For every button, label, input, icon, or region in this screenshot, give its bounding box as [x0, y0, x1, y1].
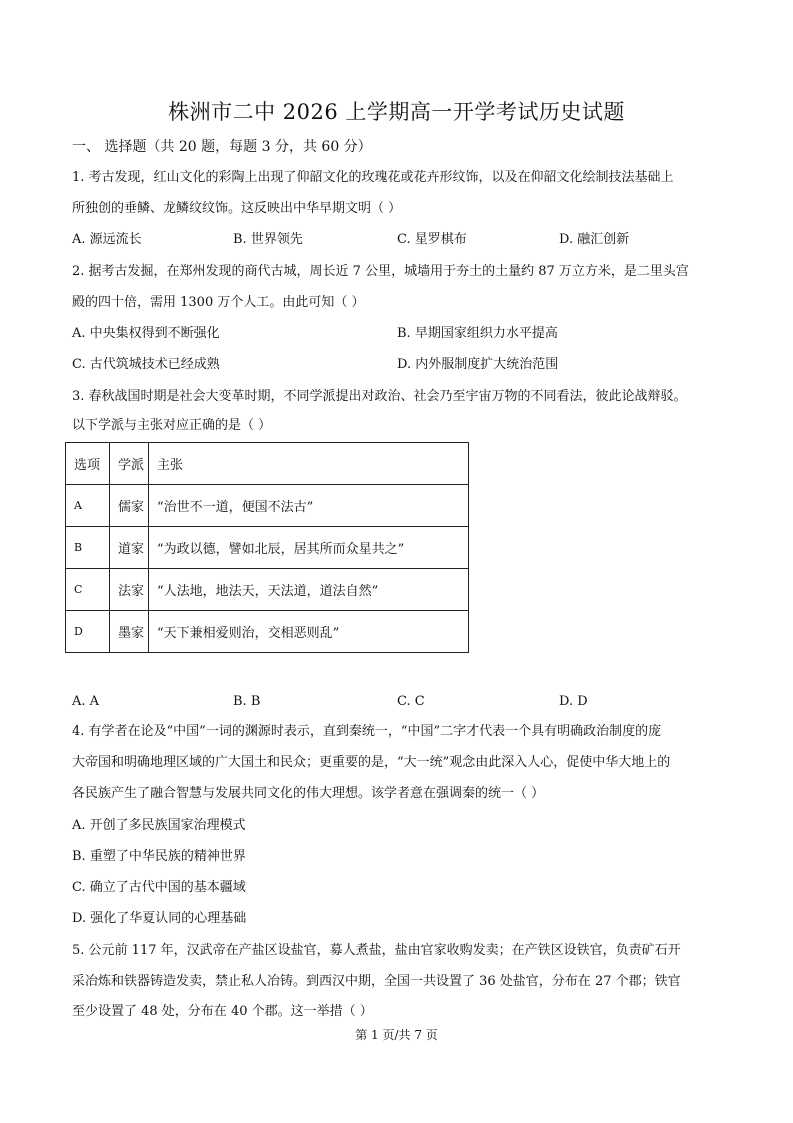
question-2-line-1: 2. 据考古发掘，在郑州发现的商代古城，周长近 7 公里，城墙用于夯土的土量约 87 万立方米，是二里头宫: [72, 264, 689, 279]
question-4-option-a: A. 开创了多民族国家治理模式: [72, 818, 246, 833]
table-cell-option: A: [66, 485, 110, 527]
table-cell-claim: “天下兼相爱则治，交相恶则乱”: [149, 611, 469, 653]
table-cell-school: 法家: [110, 569, 149, 611]
table-cell-school: 儒家: [110, 485, 149, 527]
question-5-line-1: 5. 公元前 117 年，汉武帝在产盐区设盐官，募人煮盐，盐由官家收购发卖；在产铁区设铁官，负责矿石开: [72, 943, 681, 958]
table-row: [66, 527, 469, 569]
question-1-line-1: 1. 考古发现，红山文化的彩陶上出现了仰韶文化的玫瑰花或花卉形纹饰，以及在仰韶文化绘制技法基础上: [72, 170, 674, 185]
question-3-line-2: 以下学派与主张对应正确的是（ ）: [72, 418, 272, 433]
question-1-option-a: A. 源远流长: [72, 232, 142, 247]
question-3-table: [65, 442, 469, 653]
table-cell-school: 墨家: [110, 611, 149, 653]
question-2-option-d: D. 内外服制度扩大统治范围: [397, 357, 559, 372]
question-4-line-1: 4. 有学者在论及“中国”一词的渊源时表示，直到秦统一，“中国”二字才代表一个具有明确政治制度的庞: [72, 724, 662, 739]
question-3-option-d: D. D: [559, 694, 588, 709]
question-1-option-d: D. 融汇创新: [559, 232, 630, 247]
question-4-option-d: D. 强化了华夏认同的心理基础: [72, 911, 247, 926]
question-3-option-c: C. C: [397, 694, 425, 709]
table-row: [66, 485, 469, 527]
question-5-line-3: 至少设置了 48 处，分布在 40 个郡。这一举措（ ）: [72, 1004, 373, 1019]
question-2-option-a: A. 中央集权得到不断强化: [72, 326, 220, 341]
question-2-option-b: B. 早期国家组织力水平提高: [397, 326, 558, 341]
question-4-option-b: B. 重塑了中华民族的精神世界: [72, 849, 246, 864]
question-1-option-b: B. 世界领先: [233, 232, 303, 247]
table-cell-claim: “人法地，地法天，天法道，道法自然”: [149, 569, 469, 611]
question-2-option-c: C. 古代筑城技术已经成熟: [72, 357, 220, 372]
table-header-cell: 选项: [66, 443, 110, 485]
table-cell-option: C: [66, 569, 110, 611]
question-4-option-c: C. 确立了古代中国的基本疆域: [72, 880, 246, 895]
question-5-line-2: 采冶炼和铁器铸造发卖，禁止私人冶铸。到西汉中期，全国一共设置了 36 处盐官，分布在 27 个郡；铁官: [72, 974, 681, 989]
table-cell-option: B: [66, 527, 110, 569]
question-4-line-3: 各民族产生了融合智慧与发展共同文化的伟大理想。该学者意在强调秦的统一（ ）: [72, 786, 545, 801]
question-3-option-b: B. B: [233, 694, 261, 709]
table-header-row: [66, 443, 469, 485]
question-3-line-1: 3. 春秋战国时期是社会大变革时期，不同学派提出对政治、社会乃至宇宙万物的不同看法，彼此论战辩驳。: [72, 389, 687, 404]
page-footer: 第 1 页/共 7 页: [355, 1028, 438, 1042]
table-header-cell: 主张: [149, 443, 469, 485]
question-2-line-2: 殿的四十倍，需用 1300 万个人工。由此可知（ ）: [72, 295, 365, 310]
table-cell-claim: “为政以德，譬如北辰，居其所而众星共之”: [149, 527, 469, 569]
table-cell-school: 道家: [110, 527, 149, 569]
question-4-line-2: 大帝国和明确地理区域的广大国土和民众；更重要的是，“大一统”观念由此深入人心，促使中华大地上的: [72, 755, 671, 770]
table-header-cell: 学派: [110, 443, 149, 485]
question-3-option-a: A. A: [72, 694, 100, 709]
section-heading: 一、 选择题（共 20 题，每题 3 分，共 60 分）: [72, 139, 372, 155]
table-row: [66, 569, 469, 611]
question-1-line-2: 所独创的垂鳞、龙鳞纹纹饰。这反映出中华早期文明（ ）: [72, 201, 402, 216]
table-cell-claim: “治世不一道，便国不法古”: [149, 485, 469, 527]
table-cell-option: D: [66, 611, 110, 653]
exam-title: 株洲市二中 2026 上学期高一开学考试历史试题: [168, 100, 625, 124]
table-row: [66, 611, 469, 653]
question-1-option-c: C. 星罗棋布: [397, 232, 467, 247]
